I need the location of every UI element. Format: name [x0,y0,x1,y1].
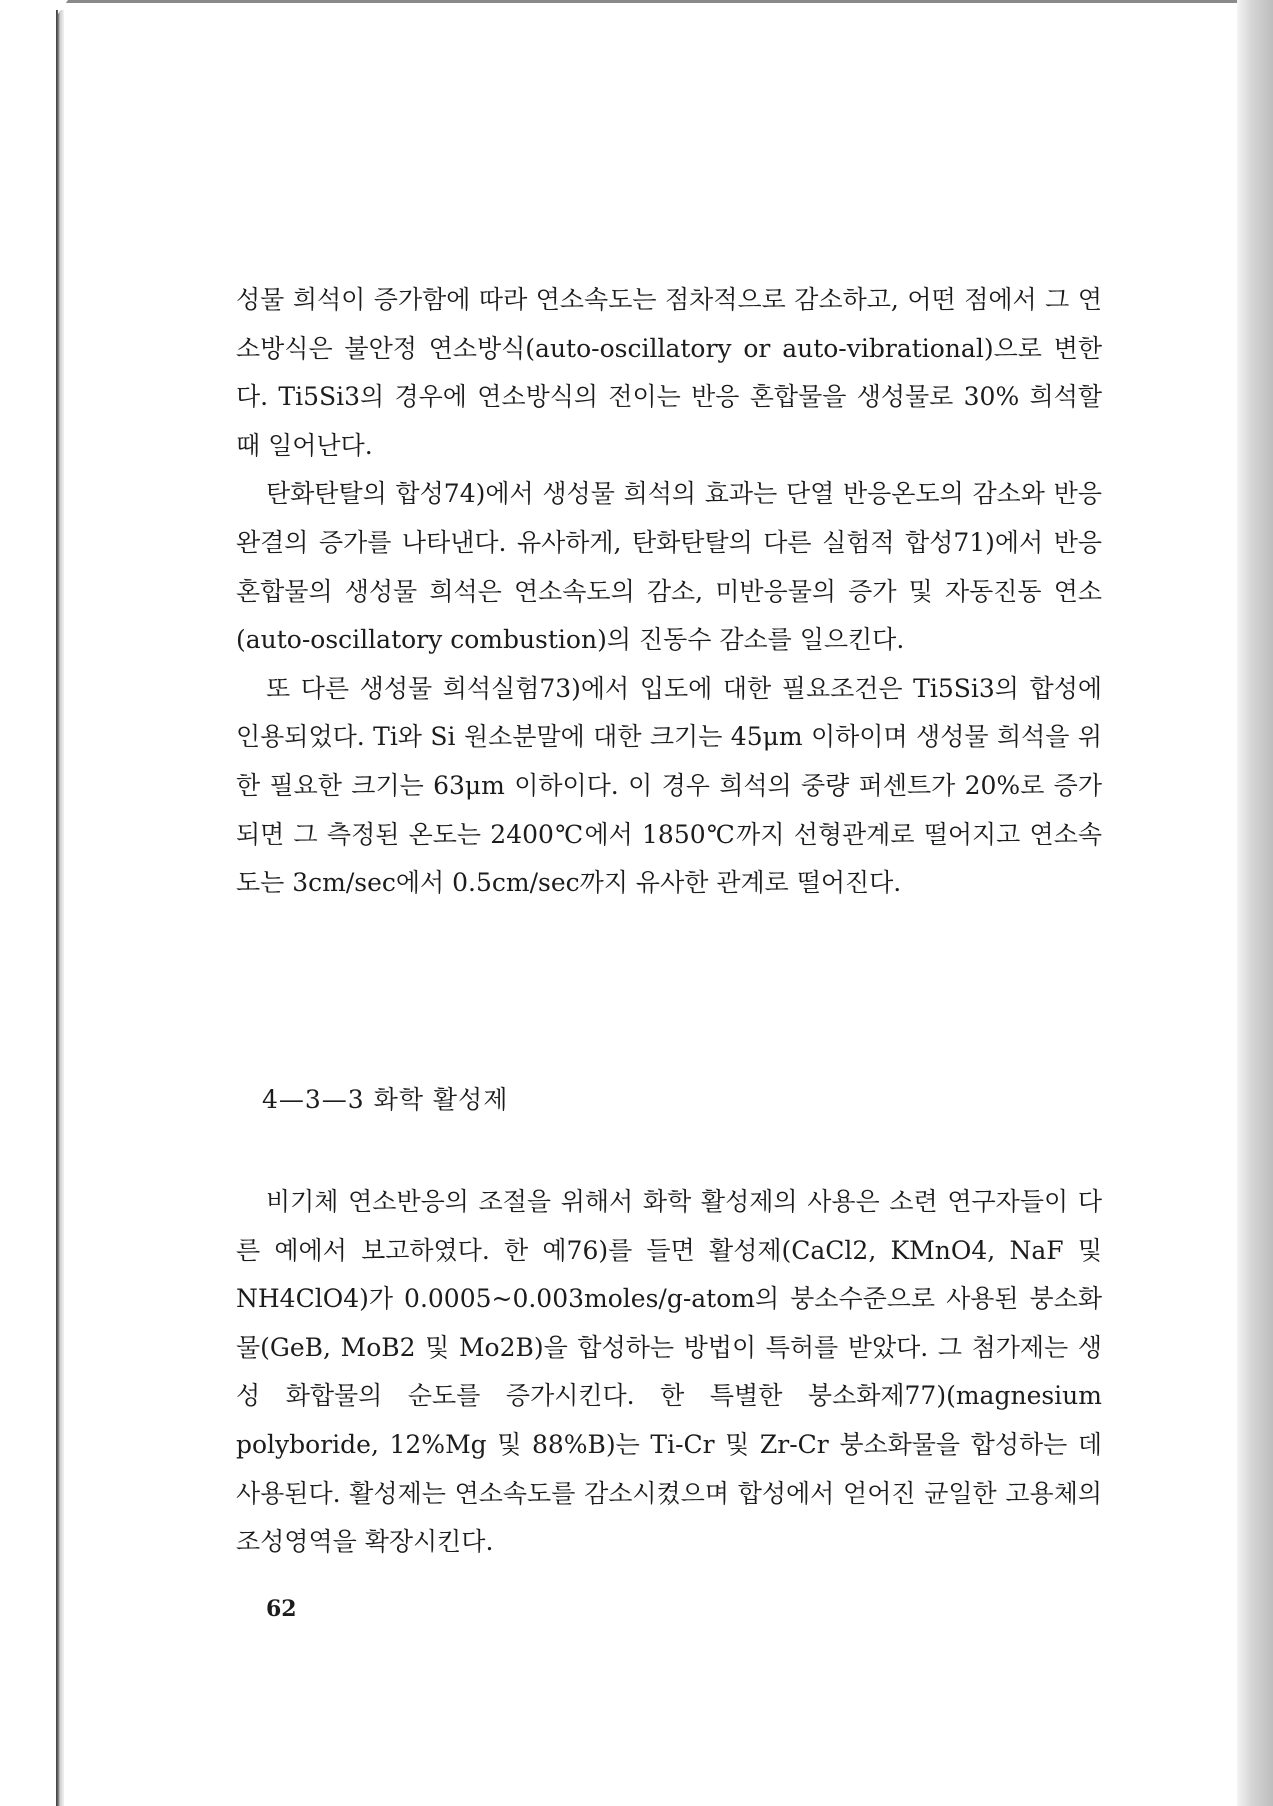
paragraph-1: 성물 희석이 증가함에 따라 연소속도는 점차적으로 감소하고, 어떤 점에서 그 연소방식은 불안정 연소방식(auto-oscillatory or auto-vibrational)으로 변한다. Ti5Si3의 경우에 연소방식의 전이는 반응 혼합물을 생성물로 30% 희석할 때 일어난다. [236,285,1102,460]
paragraph-3: 또 다른 생성물 희석실험73)에서 입도에 대한 필요조건은 Ti5Si3의 합성에 인용되었다. Ti와 Si 원소분말에 대한 크기는 45μm 이하이며 생성물 희석을 위한 필요한 크기는 63μm 이하이다. 이 경우 희석의 중량 퍼센트가 20%로 증가되면 그 측정된 온도는 2400℃에서 1850℃까지 선형관계로 떨어지고 연소속도는 3cm/sec에서 0.5cm/sec까지 유사한 관계로 떨어진다. [236,673,1102,898]
section-heading: 4—3—3 화학 활성제 [262,1085,509,1114]
scan-top-edge [60,0,1240,3]
scan-left-edge [56,10,64,1806]
scan-corner [58,0,68,14]
paragraph-2: 탄화탄탈의 합성74)에서 생성물 희석의 효과는 단열 반응온도의 감소와 반응완결의 증가를 나타낸다. 유사하게, 탄화탄탈의 다른 실험적 합성71)에서 반응 혼합물의 생성물 희석은 연소속도의 감소, 미반응물의 증가 및 자동진동 연소(auto-oscillatory combustion)의 진동수 감소를 일으킨다. [236,479,1102,655]
scan-right-edge [1237,0,1273,1806]
page-number: 62 [266,1596,297,1622]
paragraph-4: 비기체 연소반응의 조절을 위해서 화학 활성제의 사용은 소련 연구자들이 다른 예에서 보고하였다. 한 예76)를 들면 활성제(CaCl2, KMnO4, NaF 및 NH4ClO4)가 0.0005~0.003moles/g-atom의 붕소수준으로 사용된 붕소화물(GeB, MoB2 및 Mo2B)을 합성하는 방법이 특허를 받았다. 그 첨가제는 생성 화합물의 순도를 증가시킨다. 한 특별한 붕소화제77)(magnesium polyboride, 12%Mg 및 88%B)는 Ti-Cr 및 Zr-Cr 붕소화물을 합성하는 데 사용된다. 활성제는 연소속도를 감소시켰으며 합성에서 얻어진 균일한 고용체의 조성영역을 확장시킨다. [236,1187,1102,1557]
body-text-lower [236,1178,1102,1567]
body-text-upper [236,276,1102,908]
